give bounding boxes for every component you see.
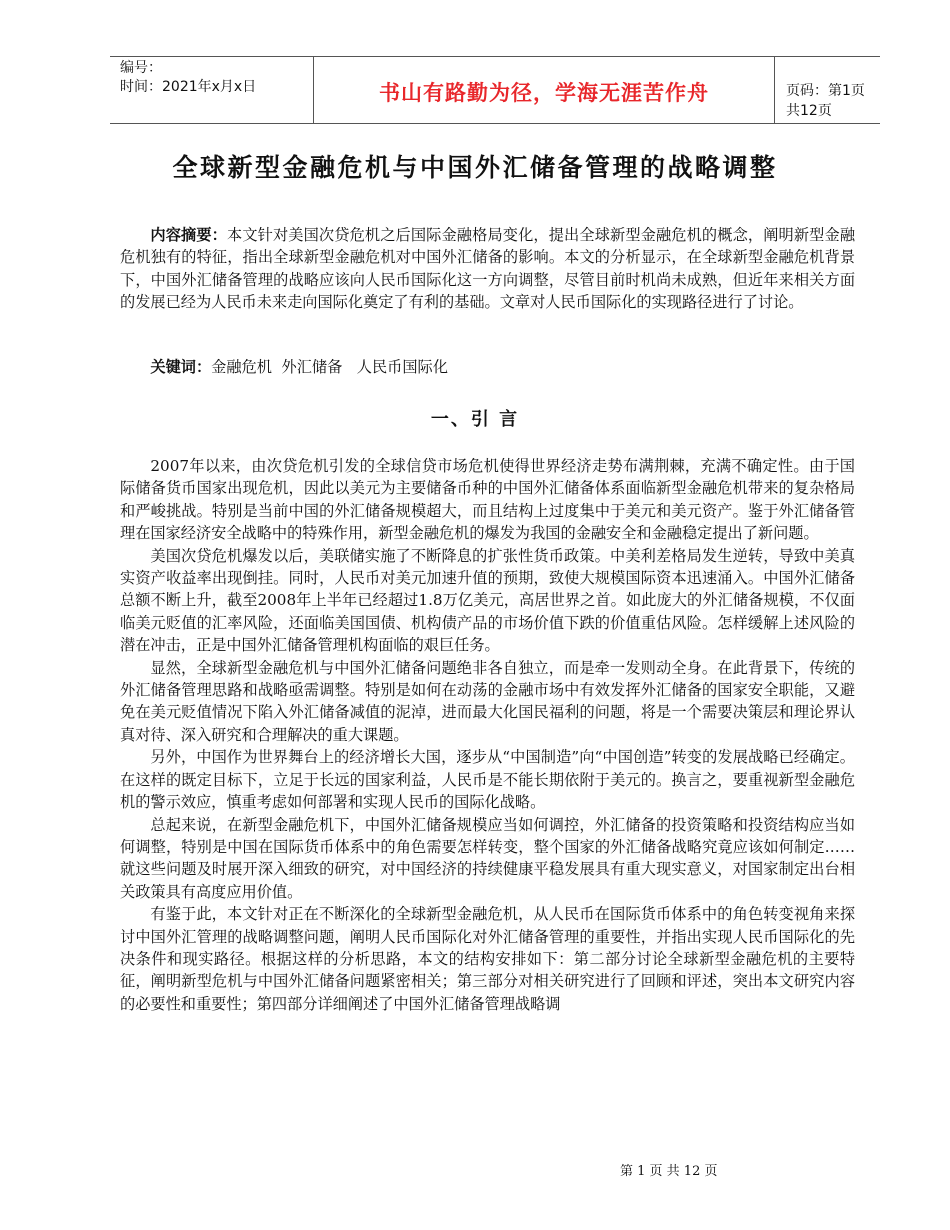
- body-text: [120, 455, 855, 1015]
- header-table: [110, 56, 880, 124]
- body-paragraph: 美国次贷危机爆发以后，美联储实施了不断降息的扩张性货币政策。中美利差格局发生逆转，导致中美真实资产收益率出现倒挂。同时，人民币对美元加速升值的预期，致使大规模国际资本迅速涌入。中国外汇储备总额不断上升，截至2008年上半年已经超过1.8万亿美元，高居世界之首。如此庞大的外汇储备规模，不仅面临美元贬值的汇率风险，还面临美国国债、机构债产品的市场价值下跌的价值重估风险。怎样缓解上述风险的潜在冲击，正是中国外汇储备管理机构面临的艰巨任务。: [120, 546, 855, 655]
- section-title: 一、引 言: [430, 409, 520, 430]
- header-motto: 书山有路勤为径，学海无涯苦作舟: [379, 81, 709, 105]
- serial-number-label: 编号：: [120, 60, 162, 76]
- abstract-label: 内容摘要：: [150, 226, 227, 244]
- body-paragraph: 2007年以来，由次贷危机引发的全球信贷市场危机使得世界经济走势布满荆棘，充满不确定性。由于国际储备货币国家出现危机，因此以美元为主要储备币种的中国外汇储备体系面临新型金融危机带来的复杂格局和严峻挑战。特别是当前中国的外汇储备规模超大，而且结构上过度集中于美元和美元资产。鉴于外汇储备管理在国家经济安全战略中的特殊作用，新型金融危机的爆发为我国的金融安全和金融稳定提出了新问题。: [120, 457, 855, 543]
- abstract: [120, 224, 855, 314]
- header-left-cell: [120, 59, 310, 97]
- header-page-info: 页码：第1页 共12页: [786, 83, 865, 119]
- time-label: 时间：2021年x月x日: [120, 79, 257, 95]
- document-title: 全球新型金融危机与中国外汇储备管理的战略调整: [172, 153, 778, 182]
- keywords-label: 关键词：: [150, 358, 212, 376]
- body-paragraph: 显然，全球新型金融危机与中国外汇储备问题绝非各自独立，而是牵一发则动全身。在此背景下，传统的外汇储备管理思路和战略亟需调整。特别是如何在动荡的金融市场中有效发挥外汇储备的国家安全职能，又避免在美元贬值情况下陷入外汇储备减值的泥淖，进而最大化国民福利的问题，将是一个需要决策层和理论界认真对待、深入研究和合理解决的重大课题。: [120, 658, 855, 744]
- keywords: [120, 356, 855, 378]
- page-footer: 第 1 页 共 12 页: [620, 1164, 718, 1179]
- body-paragraph: 总起来说，在新型金融危机下，中国外汇储备规模应当如何调控，外汇储备的投资策略和投资结构应当如何调整，特别是中国在国际货币体系中的角色需要怎样转变，整个国家的外汇储备战略究竟应该如何制定……就这些问题及时展开深入细致的研究，对中国经济的持续健康平稳发展具有重大现实意义，对国家制定出台相关政策具有高度应用价值。: [120, 815, 855, 901]
- keywords-text: 金融危机 外汇储备 人民币国际化: [211, 358, 448, 376]
- header-motto-cell: [313, 57, 775, 123]
- abstract-text: 本文针对美国次贷危机之后国际金融格局变化，提出全球新型金融危机的概念，阐明新型金融危机独有的特征，指出全球新型金融危机对中国外汇储备的影响。本文的分析显示，在全球新型金融危机背景下，中国外汇储备管理的战略应该向人民币国际化这一方向调整，尽管目前时机尚未成熟，但近年来相关方面的发展已经为人民币未来走向国际化奠定了有利的基础。文章对人民币国际化的实现路径进行了讨论。: [120, 226, 856, 312]
- body-paragraph: 另外，中国作为世界舞台上的经济增长大国，逐步从“中国制造”向“中国创造”转变的发展战略已经确定。在这样的既定目标下，立足于长远的国家利益，人民币是不能长期依附于美元的。换言之，要重视新型金融危机的警示效应，慎重考虑如何部署和实现人民币的国际化战略。: [120, 748, 855, 812]
- body-paragraph: 有鉴于此，本文针对正在不断深化的全球新型金融危机，从人民币在国际货币体系中的角色转变视角来探讨中国外汇管理的战略调整问题，阐明人民币国际化对外汇储备管理的重要性，并指出实现人民币国际化的先决条件和现实路径。根据这样的分析思路，本文的结构安排如下：第二部分讨论全球新型金融危机的主要特征，阐明新型危机与中国外汇储备问题紧密相关；第三部分对相关研究进行了回顾和评述，突出本文研究内容的必要性和重要性；第四部分详细阐述了中国外汇储备管理战略调: [120, 905, 855, 1013]
